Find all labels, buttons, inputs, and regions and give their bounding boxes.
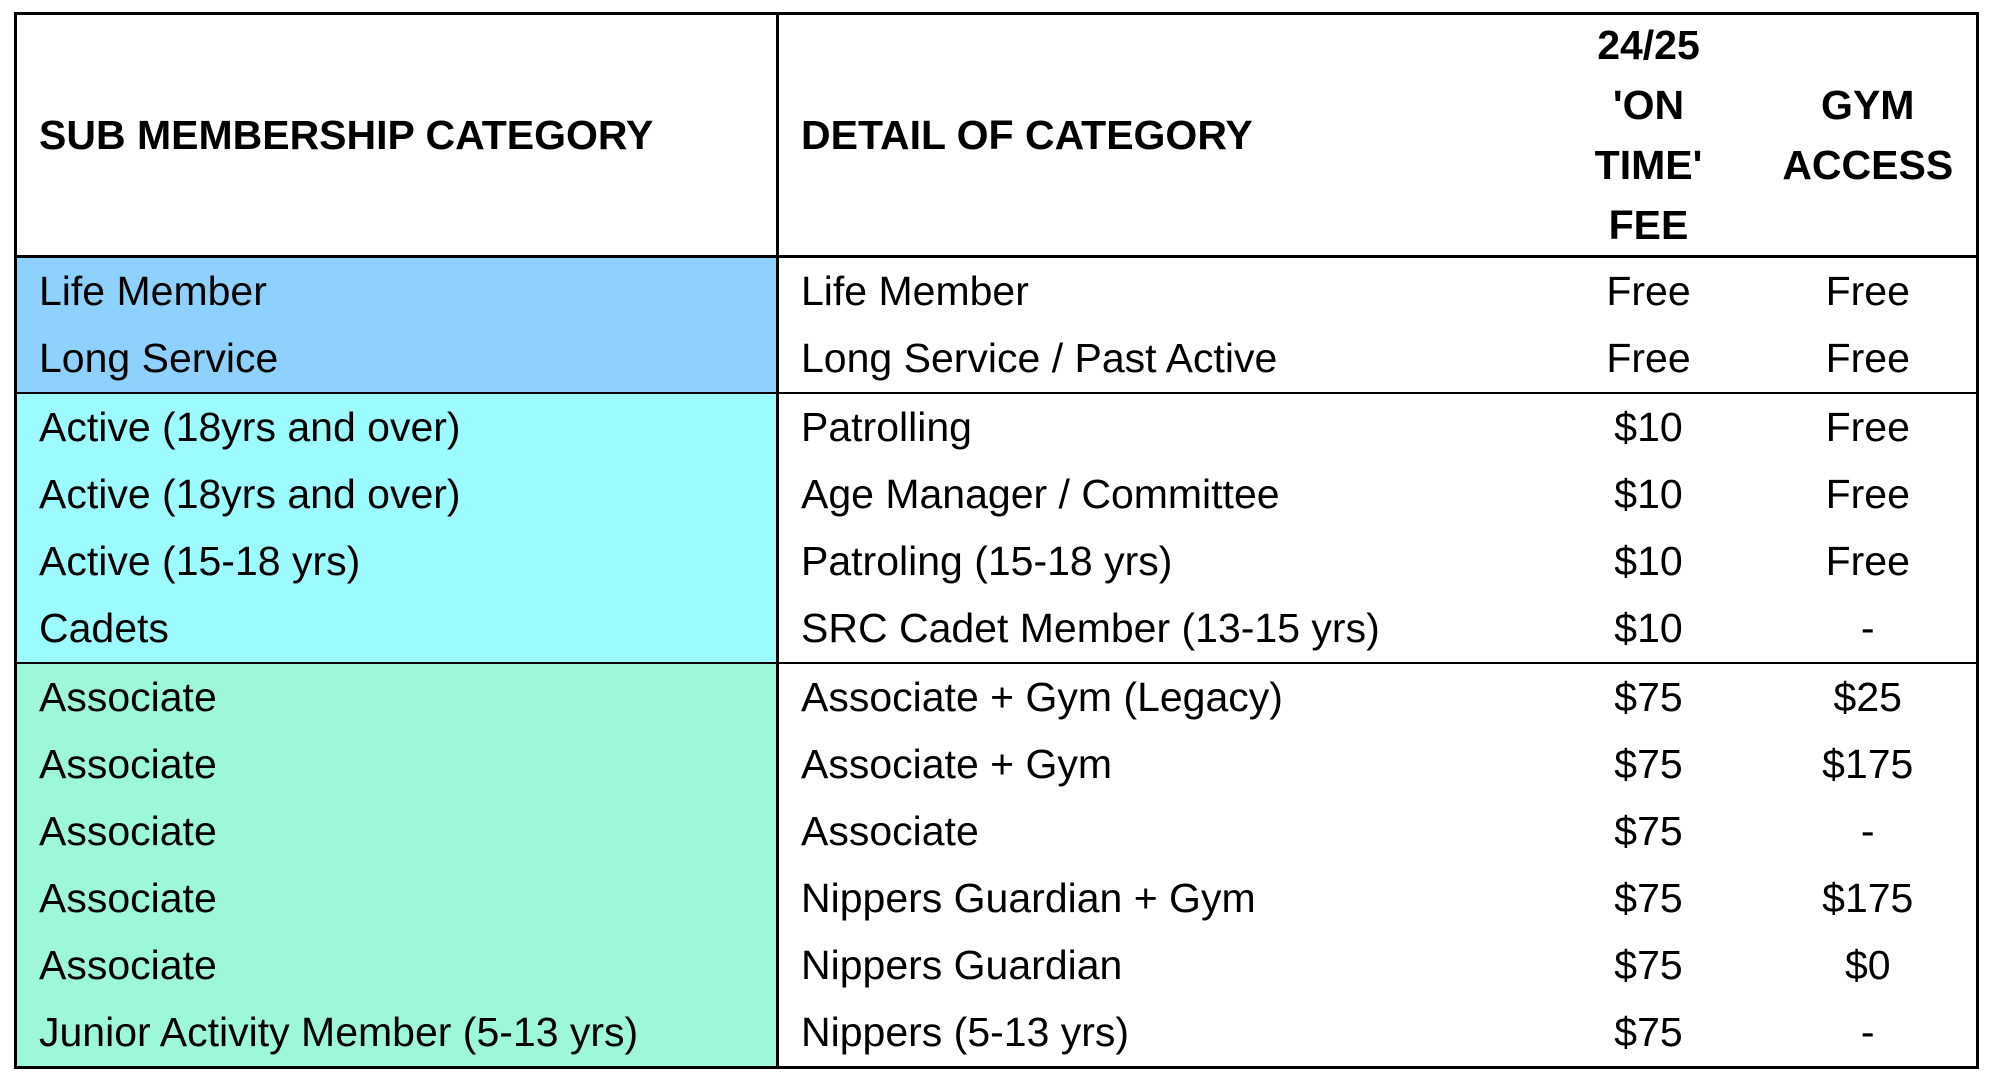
gym-access-cell: Free [1825, 538, 1910, 584]
header-gym-line-2: ACCESS [1782, 142, 1954, 188]
gym-access-cell: $175 [1822, 875, 1914, 921]
detail-cell: Patroling (15-18 yrs) [801, 538, 1173, 584]
detail-cell: Associate + Gym [801, 741, 1113, 787]
detail-cell: Patrolling [778, 393, 1538, 461]
category-cell: Associate [16, 798, 778, 865]
fee-cell: $10 [1614, 538, 1683, 584]
table-row [16, 257, 1978, 326]
detail-cell: Nippers Guardian + Gym [801, 875, 1256, 921]
gym-access-cell: Free [1825, 268, 1910, 314]
fee-cell: $10 [1614, 605, 1683, 651]
header-gym-access [1760, 14, 1978, 257]
table-header [16, 14, 1978, 257]
category-cell: Long Service [16, 325, 778, 393]
membership-fee-table [14, 12, 1979, 1069]
header-fee-line-1: 24/25 [1597, 22, 1700, 68]
table-row [16, 865, 1978, 932]
gym-access-cell: - [1860, 605, 1875, 651]
header-gym-line-1: GYM [1821, 82, 1915, 128]
fee-cell: Free [1606, 335, 1691, 381]
detail-cell: Nippers Guardian [801, 942, 1123, 988]
table-row [16, 999, 1978, 1068]
detail-cell: Associate [801, 808, 979, 854]
fee-cell: $75 [1538, 663, 1760, 731]
category-cell: Active (15-18 yrs) [16, 528, 778, 595]
category-cell: Associate [16, 865, 778, 932]
fee-cell: $75 [1614, 942, 1683, 988]
category-cell: Life Member [16, 257, 778, 326]
fee-cell: $10 [1538, 393, 1760, 461]
header-fee-line-3: FEE [1608, 202, 1689, 248]
table-body [16, 257, 1978, 1068]
detail-cell: Long Service / Past Active [801, 335, 1278, 381]
table-row [16, 325, 1978, 393]
table-row [16, 528, 1978, 595]
table-row [16, 798, 1978, 865]
fee-cell: $75 [1614, 741, 1683, 787]
category-cell: Active (18yrs and over) [16, 393, 778, 461]
gym-access-cell: Free [1825, 335, 1910, 381]
gym-access-cell: $0 [1844, 942, 1891, 988]
table-row [16, 461, 1978, 528]
header-row [16, 14, 1978, 257]
table-row [16, 595, 1978, 663]
category-cell: Active (18yrs and over) [16, 461, 778, 528]
fee-cell: $75 [1614, 808, 1683, 854]
category-cell: Junior Activity Member (5-13 yrs) [16, 999, 778, 1068]
fee-cell: $75 [1614, 1009, 1683, 1055]
table-row [16, 663, 1978, 731]
header-detail-of-category: DETAIL OF CATEGORY [778, 14, 1538, 257]
detail-cell: Associate + Gym (Legacy) [778, 663, 1538, 731]
category-cell: Associate [16, 932, 778, 999]
detail-cell: Nippers (5-13 yrs) [801, 1009, 1130, 1055]
detail-cell: Age Manager / Committee [801, 471, 1280, 517]
category-cell: Associate [16, 731, 778, 798]
table-row [16, 393, 1978, 461]
header-fee-line-2: 'ON TIME' [1594, 82, 1703, 188]
gym-access-cell: $25 [1760, 663, 1978, 731]
gym-access-cell: Free [1760, 393, 1978, 461]
gym-access-cell: $175 [1822, 741, 1914, 787]
fee-cell: Free [1606, 268, 1691, 314]
gym-access-cell: Free [1825, 471, 1910, 517]
detail-cell: SRC Cadet Member (13-15 yrs) [801, 605, 1380, 651]
header-sub-membership-category: SUB MEMBERSHIP CATEGORY [16, 14, 778, 257]
detail-cell: Life Member [801, 268, 1029, 314]
fee-cell: $10 [1614, 471, 1683, 517]
header-fee [1538, 14, 1760, 257]
category-cell: Associate [16, 663, 778, 731]
category-cell: Cadets [16, 595, 778, 663]
table-row [16, 932, 1978, 999]
fee-cell: $75 [1614, 875, 1683, 921]
gym-access-cell: - [1860, 1009, 1875, 1055]
table-row [16, 731, 1978, 798]
gym-access-cell: - [1860, 808, 1875, 854]
